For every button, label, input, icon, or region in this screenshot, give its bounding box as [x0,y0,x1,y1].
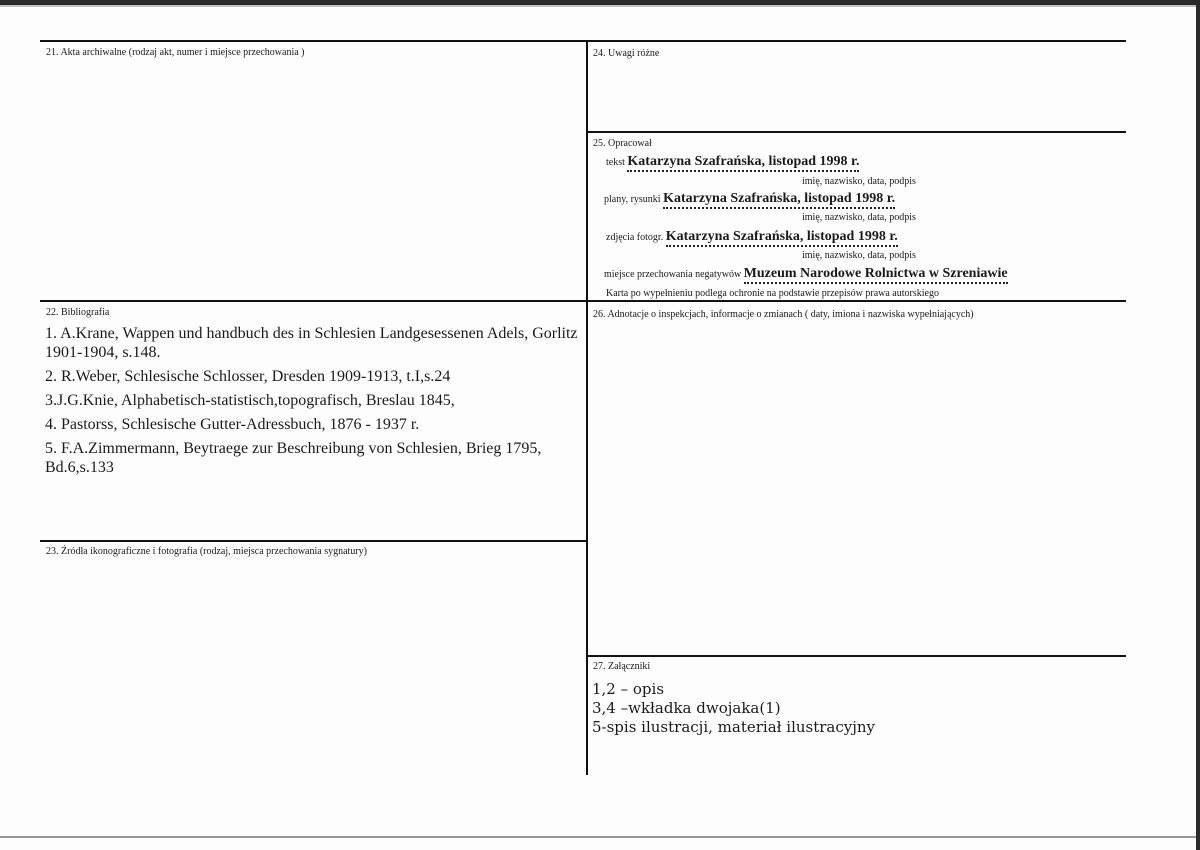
attachment-item: 3,4 –wkładka dwojaka(1) [592,699,781,717]
scan-edge-top-shadow [0,5,1200,7]
bibliography-item: 5. F.A.Zimmermann, Beytraege zur Beschreibung von Schlesien, Brieg 1795, Bd.6,s.133 [45,440,542,476]
divider-upper-row [40,300,1126,302]
tekst-caption: imię, nazwisko, data, podpis [802,176,916,187]
section-25-label: 25. Opracował [593,138,652,149]
section-21-label: 21. Akta archiwalne (rodzaj akt, numer i miejsce przechowania ) [46,47,305,58]
plany-label: plany, rysunki [604,194,661,205]
negatywy-value: Muzeum Narodowe Rolnictwa w Szreniawie [744,266,1008,284]
attachment-item: 1,2 – opis [592,680,665,698]
negatywy-row [604,266,1008,282]
top-border [40,40,1126,42]
tekst-value: Katarzyna Szafrańska, listopad 1998 r. [627,154,859,172]
divider-26-27 [588,655,1126,657]
zdjecia-value: Katarzyna Szafrańska, listopad 1998 r. [666,229,898,247]
section-23-label: 23. Źródła ikonograficzne i fotografia (rodzaj, miejsca przechowania sygnatury) [46,546,367,557]
copyright-note: Karta po wypełnieniu podlega ochronie na podstawie przepisów prawa autorskiego [606,288,939,299]
bibliography-item: 3.J.G.Knie, Alphabetisch-statistisch,topografisch, Breslau 1845, [45,392,455,409]
bibliography-item: 1. A.Krane, Wappen und handbuch des in Schlesien Landgesessenen Adels, Gorlitz 1901-1904, s.148. [45,325,578,361]
bibliography-list [45,324,580,482]
bibliography-item: 2. R.Weber, Schlesische Schlosser, Dresden 1909-1913, t.I,s.24 [45,368,451,385]
attachment-item: 5-spis ilustracji, materiał ilustracyjny [592,718,876,736]
zdjecia-row [606,229,898,245]
divider-22-23 [40,540,586,542]
plany-caption: imię, nazwisko, data, podpis [802,212,916,223]
plany-row [604,191,895,207]
section-26-label: 26. Adnotacje o inspekcjach, informacje o zmianach ( daty, imiona i nazwiska wypełniających) [593,309,974,320]
section-27-label: 27. Załączniki [593,661,651,672]
zdjecia-caption: imię, nazwisko, data, podpis [802,250,916,261]
bibliography-item: 4. Pastorss, Schlesische Gutter-Adressbuch, 1876 - 1937 r. [45,416,420,433]
section-22-label: 22. Bibliografia [46,307,110,318]
plany-value: Katarzyna Szafrańska, listopad 1998 r. [663,191,895,209]
scan-edge-right [1196,0,1200,850]
tekst-row [606,154,859,170]
scan-edge-bottom [0,836,1200,838]
negatywy-label: miejsce przechowania negatywów [604,269,742,280]
attachments-list [592,680,1112,737]
zdjecia-label: zdjęcia fotogr. [606,232,664,243]
tekst-label: tekst [606,157,625,168]
center-divider [586,40,588,775]
section-24-label: 24. Uwagi różne [593,48,660,59]
divider-24-25 [588,131,1126,133]
